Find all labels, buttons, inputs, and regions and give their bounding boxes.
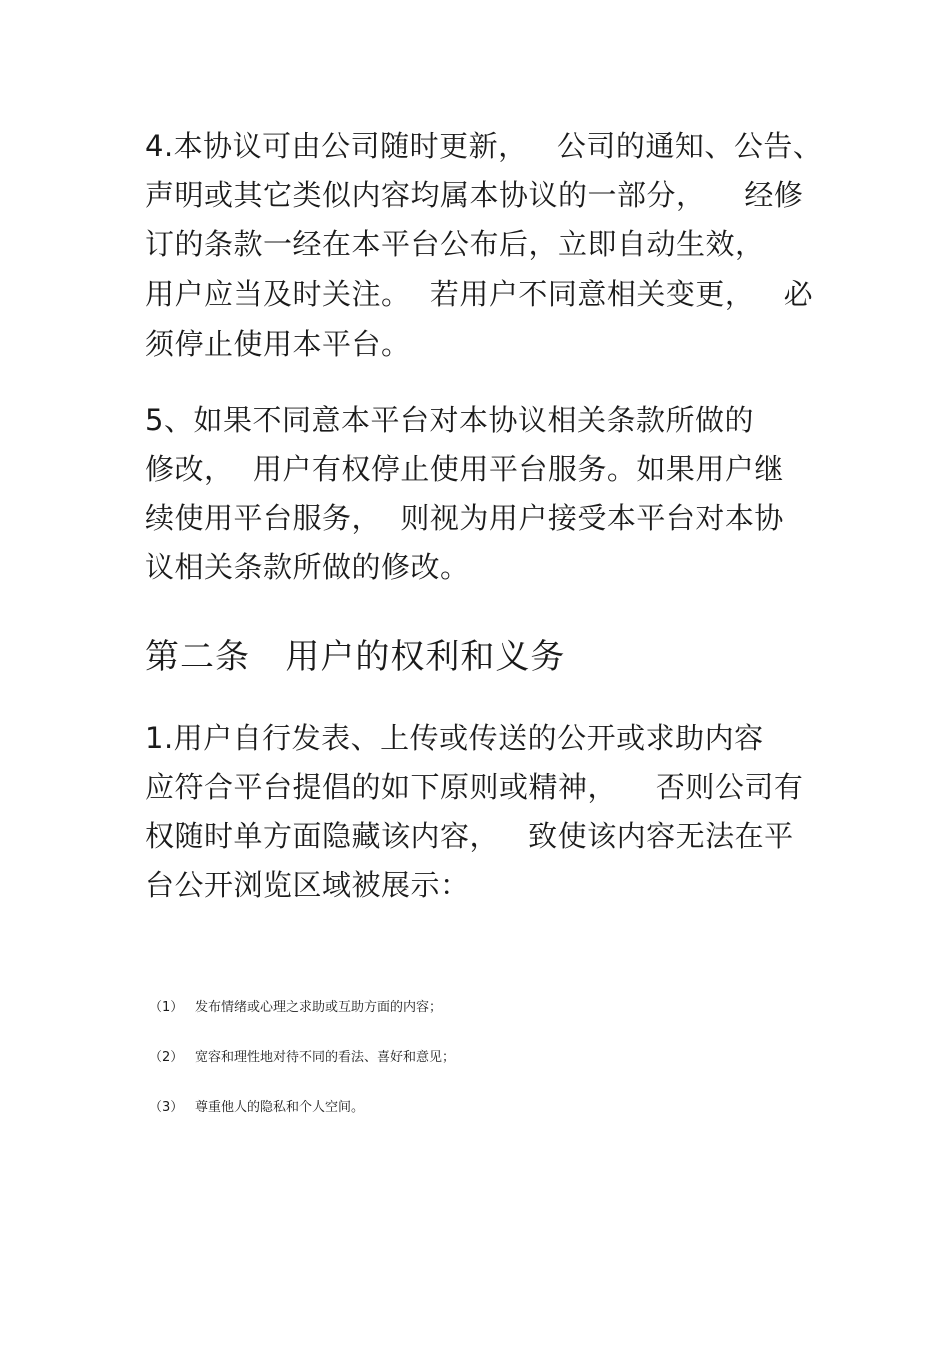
list-item-text: 尊重他人的隐私和个人空间。 — [195, 1100, 365, 1115]
list-item-number: （2） — [149, 1050, 184, 1065]
paragraph-line: 用户应当及时关注。 若用户不同意相关变更， 必 — [145, 277, 814, 311]
list-item-number: （3） — [149, 1100, 184, 1115]
list-item-text: 发布情绪或心理之求助或互助方面的内容； — [195, 1000, 443, 1015]
paragraph-line: 权随时单方面隐藏该内容， 致使该内容无法在平 — [145, 819, 794, 853]
paragraph-line: 续使用平台服务， 则视为用户接受本平台对本协 — [145, 501, 784, 535]
section-heading: 第二条 用户的权利和义务 — [145, 637, 566, 677]
paragraph-line: 订的条款一经在本平台公布后，立即自动生效， — [145, 227, 765, 261]
paragraph-line: 声明或其它类似内容均属本协议的一部分， 经修 — [145, 178, 804, 212]
paragraph-line: 议相关条款所做的修改。 — [145, 550, 470, 584]
list-item-text: 宽容和理性地对待不同的看法、喜好和意见； — [195, 1050, 456, 1065]
paragraph-line: 应符合平台提倡的如下原则或精神， 否则公司有 — [145, 770, 804, 804]
paragraph-line: 1.用户自行发表、上传或传送的公开或求助内容 — [145, 721, 764, 755]
paragraph-line: 4.本协议可由公司随时更新， 公司的通知、公告、 — [145, 129, 823, 163]
paragraph-line: 修改， 用户有权停止使用平台服务。如果用户继 — [145, 452, 784, 486]
list-item-number: （1） — [149, 1000, 184, 1015]
paragraph-line: 台公开浏览区域被展示： — [145, 868, 470, 902]
paragraph-line: 须停止使用本平台。 — [145, 327, 411, 361]
paragraph-line: 5、如果不同意本平台对本协议相关条款所做的 — [145, 403, 754, 437]
